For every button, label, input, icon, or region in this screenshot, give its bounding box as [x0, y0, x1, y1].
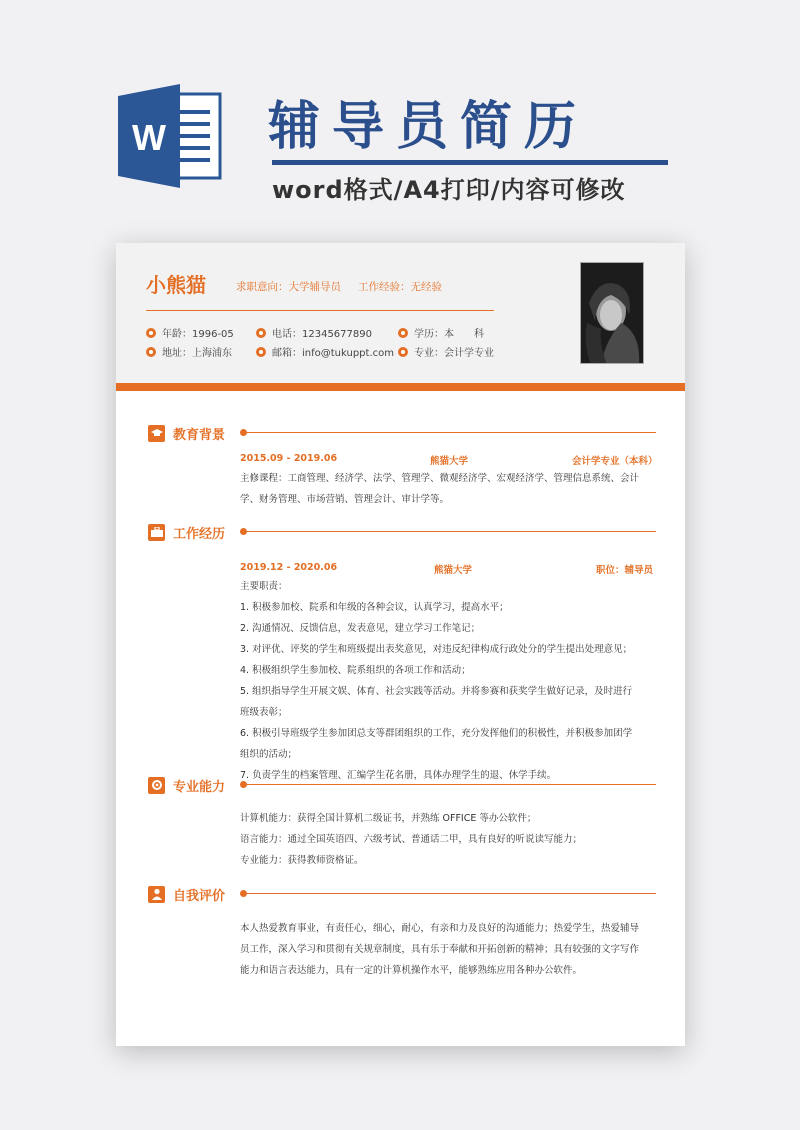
section-line	[246, 893, 656, 894]
page-subtitle: word格式/A4打印/内容可修改	[272, 176, 626, 204]
mail-icon	[256, 347, 266, 357]
section-self-header	[148, 884, 225, 904]
info-age: 年龄：1996-05	[146, 325, 234, 340]
section-education-header	[148, 423, 225, 443]
profile-photo	[580, 262, 644, 364]
candidate-name: 小熊猫	[146, 273, 206, 297]
education-courses: 主修课程：工商管理、经济学、法学、管理学、微观经济学、宏观经济学、管理信息系统、会计 学、财务管理、市场营销、管理会计、审计学等。	[240, 473, 640, 505]
section-skills-title: 专业能力	[173, 779, 226, 795]
header-accent-bar	[116, 383, 685, 391]
info-address: 地址：上海浦东	[146, 344, 232, 359]
resume-header	[116, 243, 685, 383]
cap-icon	[398, 328, 408, 338]
section-education-title: 教育背景	[173, 427, 226, 443]
section-self-title: 自我评价	[173, 888, 226, 904]
section-line	[246, 531, 656, 532]
person-icon	[148, 886, 165, 903]
title-underline	[272, 160, 668, 165]
resume-sheet	[116, 243, 685, 1046]
info-phone: 电话：12345677890	[256, 325, 372, 340]
book-icon	[398, 347, 408, 357]
info-major: 专业：会计学专业	[398, 344, 494, 359]
section-line	[246, 784, 656, 785]
location-pin-icon	[146, 347, 156, 357]
calendar-icon	[146, 328, 156, 338]
education-major: 会计学专业（本科）	[572, 456, 658, 467]
job-intent: 求职意向：大学辅导员	[236, 281, 341, 293]
skills-list: 计算机能力：获得全国计算机二级证书，并熟练 OFFICE 等办公软件； 语言能力：通过全国英语四、六级考试、普通话二甲，具有良好的听说读写能力； 专业能力：获得教师资格证。	[240, 813, 583, 866]
word-doc-icon	[118, 84, 226, 188]
education-period: 2015.09 - 2019.06	[240, 453, 338, 464]
work-company: 熊猫大学	[434, 565, 473, 576]
graduation-cap-icon	[148, 425, 165, 442]
work-duties: 主要职责： 1. 积极参加校、院系和年级的各种会议，认真学习，提高水平； 2. 沟通情况、反馈信息，发表意见，建立学习工作笔记； 3. 对评优、评奖的学生和班级提出表奖意见，对违反纪律构成行政处分的学生提出处理意见； 4. 积极组织学生参加校、院系组织的各项工作和活动； 5. 组织指导学生开展文娱、体育、社会实践等活动。并将参赛和获奖学生做好记录，及时进行 班级表彰； 6. 积极引导班级学生参加团总支等群团组织的工作，充分发挥他们的积极性，并积极参加团学 组织的活动； 7. 负责学生的档案管理、汇编学生花名册，具体办理学生的退、休学手续。	[240, 581, 633, 781]
info-degree: 学历：本 科	[398, 325, 484, 340]
section-skills-header	[148, 775, 225, 795]
gear-icon	[148, 777, 165, 794]
info-email: 邮箱：info@tukuppt.com	[256, 344, 394, 359]
work-period: 2019.12 - 2020.06	[240, 562, 338, 573]
self-evaluation: 本人热爱教育事业，有责任心，细心，耐心，有亲和力及良好的沟通能力；热爱学生，热爱辅导 员工作，深入学习和贯彻有关规章制度，具有乐于奉献和开拓创新的精神；具有较强的文字写作 能力和语言表达能力，具有一定的计算机操作水平，能够熟练应用各种办公软件。	[240, 923, 640, 976]
header-divider	[146, 310, 494, 311]
section-work-title: 工作经历	[173, 526, 226, 542]
briefcase-icon	[148, 524, 165, 541]
work-position: 职位：辅导员	[596, 565, 654, 576]
education-school: 熊猫大学	[430, 456, 469, 467]
word-logo-letter: W	[132, 117, 166, 158]
page-title: 辅导员简历	[268, 97, 589, 157]
section-line	[246, 432, 656, 433]
work-experience: 工作经验：无经验	[358, 281, 442, 293]
section-work-header	[148, 522, 225, 542]
phone-icon	[256, 328, 266, 338]
